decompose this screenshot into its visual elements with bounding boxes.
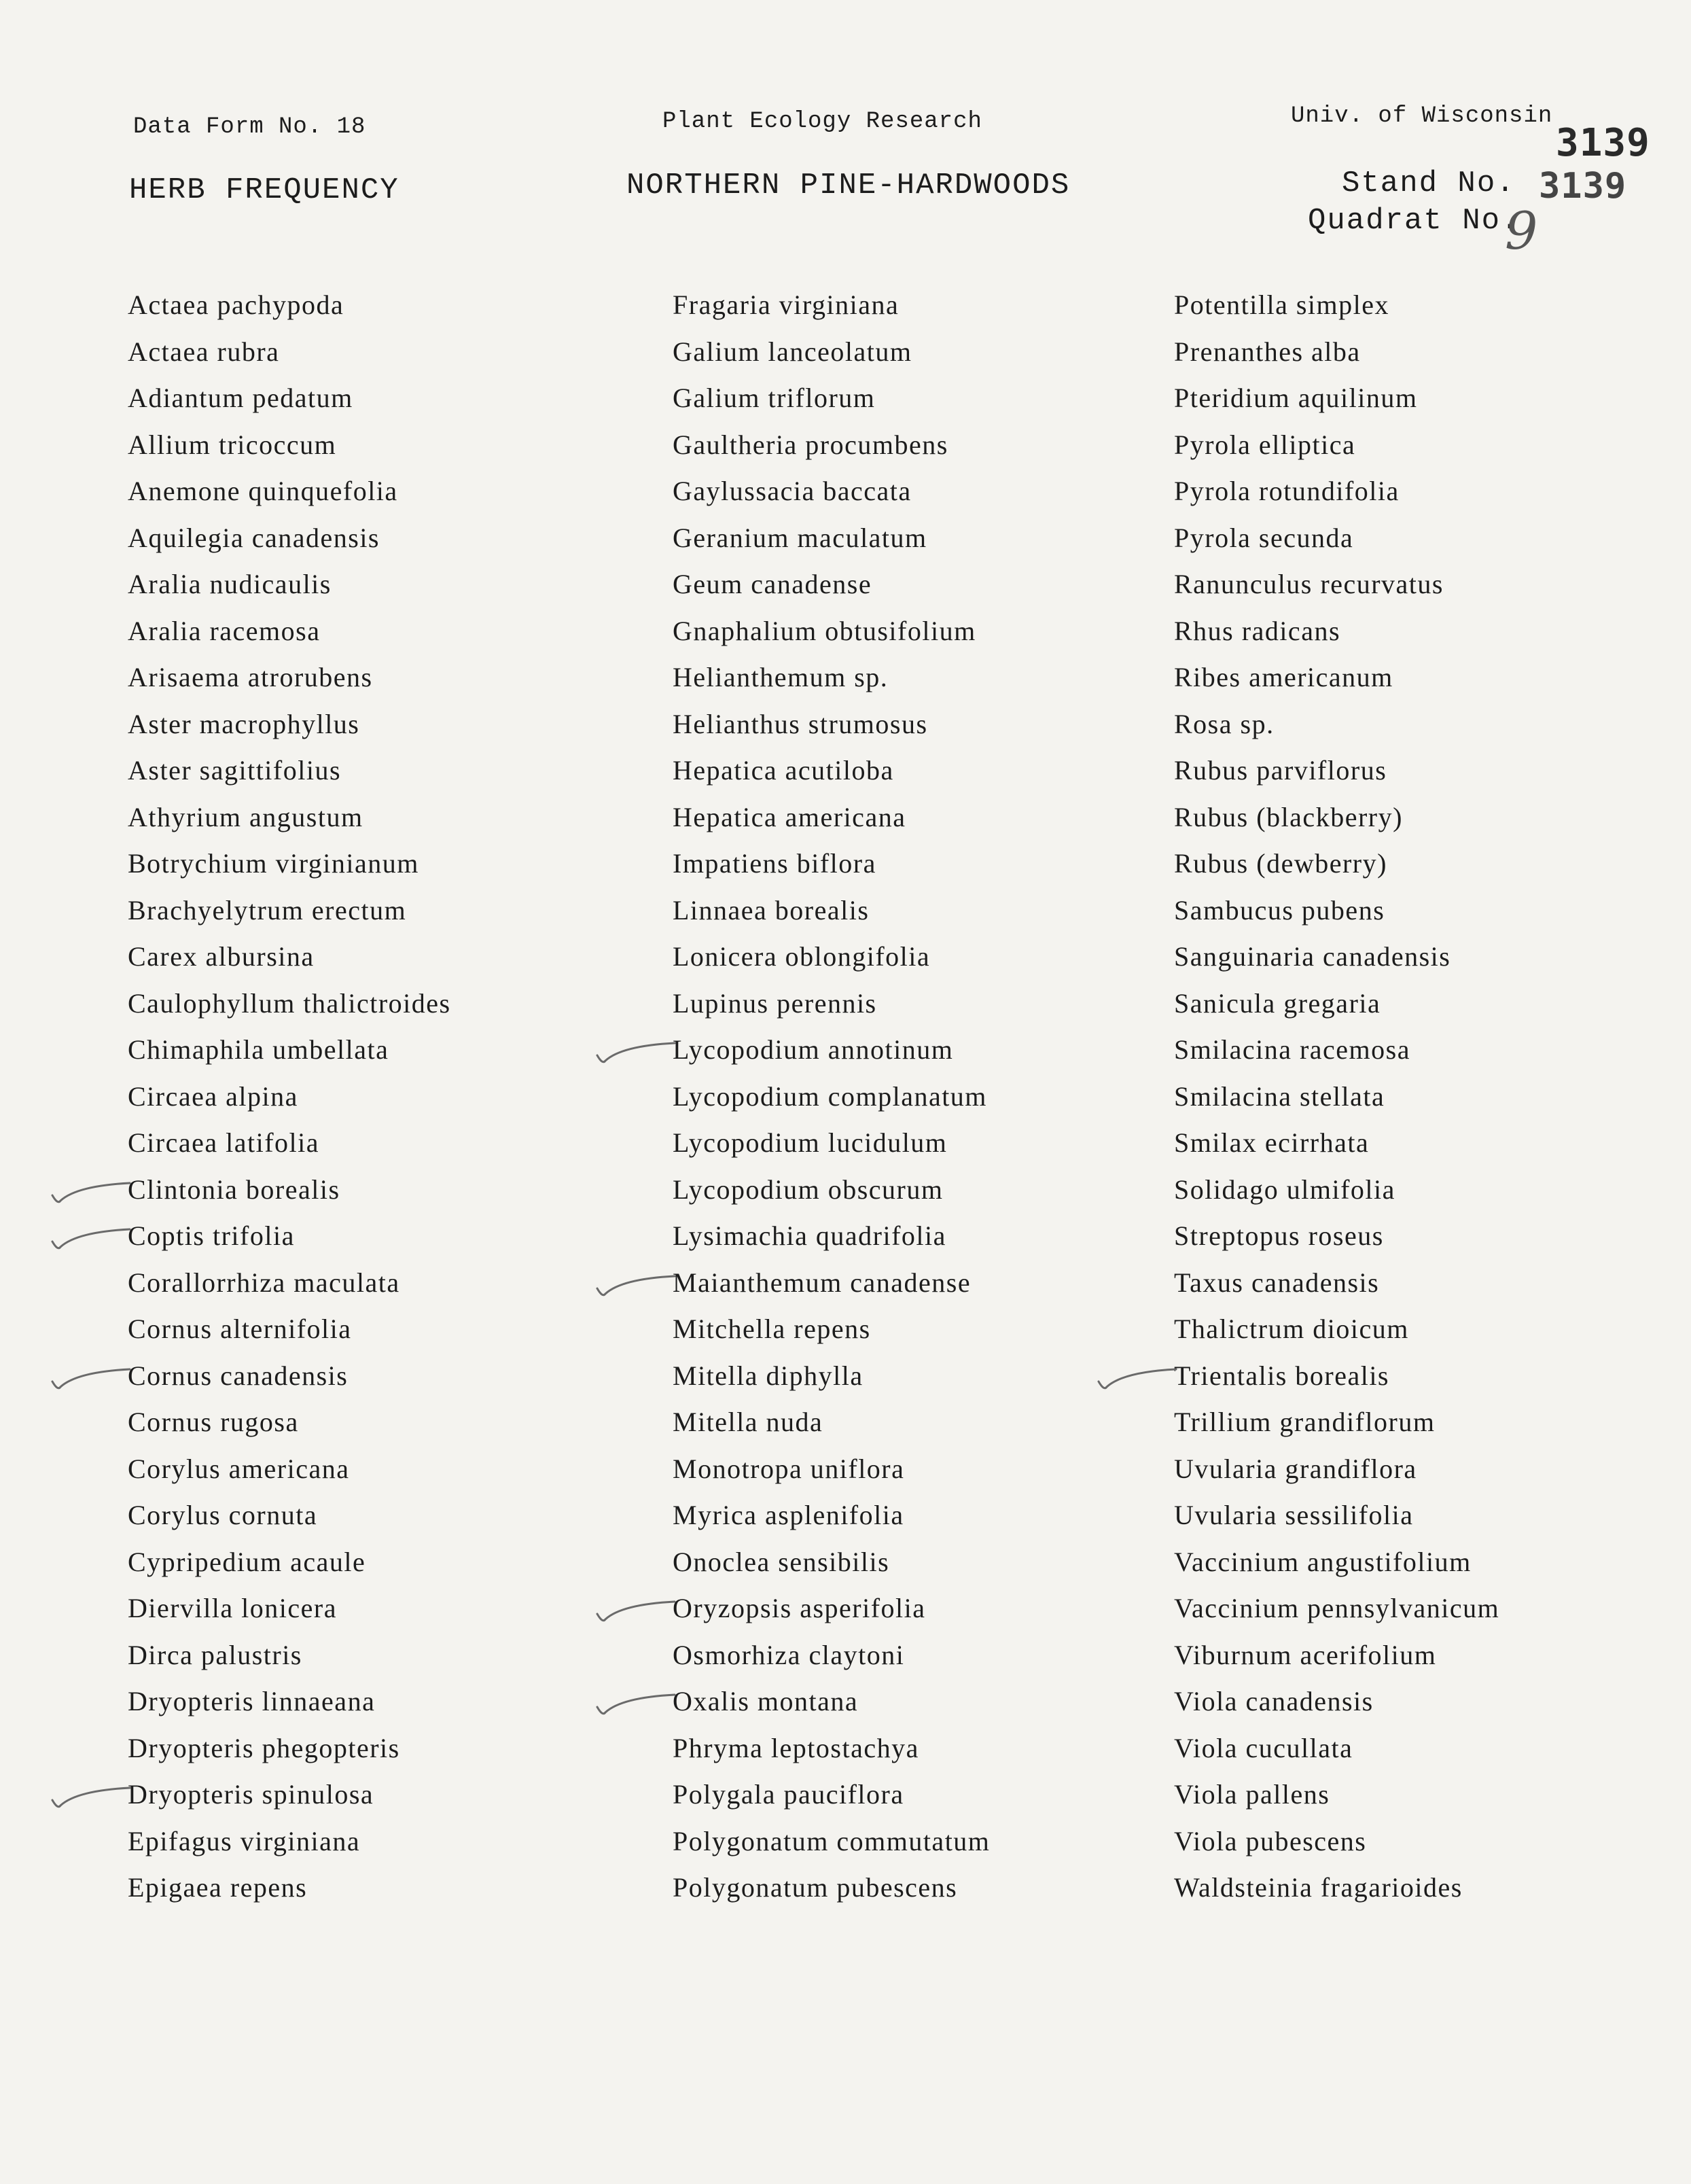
species-row [1174, 1353, 1499, 1400]
species-name: Geranium maculatum [673, 522, 927, 553]
species-name: Osmorhiza claytoni [673, 1639, 905, 1670]
species-name: Helianthus strumosus [673, 708, 928, 739]
species-row [128, 1632, 451, 1679]
species-row [128, 1213, 451, 1260]
species-row [128, 329, 451, 376]
check-mark-icon [594, 1034, 676, 1068]
species-name: Hepatica acutiloba [673, 755, 894, 786]
species-name: Coptis trifolia [128, 1220, 295, 1251]
species-name: Lycopodium lucidulum [673, 1127, 948, 1158]
species-name: Gaylussacia baccata [673, 476, 912, 506]
species-row [1174, 1027, 1499, 1074]
stand-number-stamp-top: 3139 [1556, 121, 1650, 165]
species-name: Oxalis montana [673, 1686, 859, 1716]
species-name: Potentilla simplex [1174, 289, 1389, 320]
species-row [128, 654, 451, 701]
species-name: Mitchella repens [673, 1314, 871, 1344]
species-row [128, 1585, 451, 1632]
species-row [1174, 654, 1499, 701]
species-name: Pteridium aquilinum [1174, 383, 1418, 413]
species-row [673, 1260, 990, 1307]
species-name: Clintonia borealis [128, 1174, 340, 1205]
species-name: Myrica asplenifolia [673, 1500, 904, 1530]
species-name: Linnaea borealis [673, 894, 870, 926]
species-name: Thalictrum dioicum [1174, 1314, 1409, 1344]
species-name: Adiantum pedatum [128, 383, 353, 413]
species-name: Corylus americana [128, 1453, 350, 1484]
species-name: Lupinus perennis [673, 987, 877, 1019]
species-row [128, 1492, 451, 1539]
species-name: Viola pubescens [1174, 1825, 1367, 1856]
species-row [128, 608, 451, 655]
form-title: HERB FREQUENCY [129, 173, 399, 207]
species-row [673, 1120, 990, 1167]
species-name: Brachyelytrum erectum [128, 894, 407, 926]
species-name: Actaea rubra [128, 336, 280, 367]
species-column-1 [128, 282, 451, 1912]
species-name: Diervilla lonicera [128, 1593, 337, 1623]
species-name: Mitella nuda [673, 1407, 823, 1437]
species-name: Oryzopsis asperifolia [673, 1593, 926, 1623]
species-row [128, 1306, 451, 1353]
species-row [128, 1865, 451, 1912]
species-row [1174, 1492, 1499, 1539]
species-row [1174, 468, 1499, 515]
species-name: Botrychium virginianum [128, 848, 419, 879]
species-name: Waldsteinia fragarioides [1174, 1872, 1463, 1903]
species-name: Viola pallens [1174, 1779, 1330, 1810]
check-mark-icon [50, 1360, 131, 1394]
species-row [673, 654, 990, 701]
species-name: Trillium grandiflorum [1174, 1407, 1436, 1437]
species-name: Corylus cornuta [128, 1500, 318, 1530]
species-row [673, 1027, 990, 1074]
species-name: Aster macrophyllus [128, 708, 360, 739]
species-name: Anemone quinquefolia [128, 476, 398, 506]
species-name: Cypripedium acaule [128, 1546, 366, 1577]
species-row [128, 375, 451, 422]
species-name: Streptopus roseus [1174, 1220, 1384, 1251]
species-row [1174, 1074, 1499, 1121]
species-name: Cornus alternifolia [128, 1314, 352, 1344]
species-name: Solidago ulmifolia [1174, 1174, 1395, 1205]
species-row [673, 1306, 990, 1353]
check-mark-icon [594, 1592, 676, 1626]
species-name: Athyrium angustum [128, 801, 363, 832]
species-name: Aralia nudicaulis [128, 569, 332, 599]
form-subtitle: NORTHERN PINE-HARDWOODS [626, 169, 1071, 202]
species-row [673, 981, 990, 1027]
species-row [673, 1353, 990, 1400]
species-name: Epigaea repens [128, 1872, 308, 1903]
species-row [128, 1027, 451, 1074]
species-row [673, 841, 990, 887]
check-mark-icon [50, 1778, 131, 1812]
species-name: Sambucus pubens [1174, 894, 1385, 926]
species-row [128, 934, 451, 981]
species-name: Arisaema atrorubens [128, 662, 373, 692]
species-name: Sanguinaria canadensis [1174, 941, 1451, 972]
species-row [673, 608, 990, 655]
species-row [1174, 422, 1499, 469]
species-row [673, 1818, 990, 1865]
species-row [128, 747, 451, 794]
check-mark-icon [594, 1267, 676, 1301]
species-name: Vaccinium angustifolium [1174, 1546, 1472, 1577]
species-row [128, 1539, 451, 1586]
species-name: Cornus rugosa [128, 1407, 299, 1437]
species-row [673, 515, 990, 562]
species-name: Prenanthes alba [1174, 336, 1361, 367]
species-name: Helianthemum sp. [673, 662, 889, 692]
species-row [1174, 1585, 1499, 1632]
species-row [673, 1446, 990, 1493]
species-row [1174, 1306, 1499, 1353]
species-row [1174, 1818, 1499, 1865]
species-row [1174, 1725, 1499, 1772]
species-row [128, 515, 451, 562]
organization: Plant Ecology Research [662, 109, 982, 135]
species-name: Viola canadensis [1174, 1686, 1374, 1716]
species-row [1174, 934, 1499, 981]
species-row [128, 794, 451, 841]
species-name: Dirca palustris [128, 1639, 302, 1670]
species-row [673, 1725, 990, 1772]
species-row [673, 701, 990, 748]
species-row [1174, 1865, 1499, 1912]
species-name: Pyrola elliptica [1174, 429, 1356, 460]
species-row [1174, 701, 1499, 748]
species-row [1174, 1446, 1499, 1493]
species-row [1174, 794, 1499, 841]
species-name: Polygonatum pubescens [673, 1872, 958, 1903]
species-row [673, 747, 990, 794]
species-name: Dryopteris linnaeana [128, 1686, 376, 1716]
species-name: Monotropa uniflora [673, 1453, 905, 1484]
university: Univ. of Wisconsin [1291, 103, 1553, 129]
species-row [673, 934, 990, 981]
species-name: Rubus (dewberry) [1174, 848, 1387, 879]
species-row [673, 422, 990, 469]
species-name: Rubus (blackberry) [1174, 801, 1403, 832]
species-name: Taxus canadensis [1174, 1267, 1380, 1298]
species-name: Circaea alpina [128, 1080, 298, 1112]
species-row [673, 1167, 990, 1214]
species-name: Uvularia sessilifolia [1174, 1500, 1414, 1530]
check-mark-icon [594, 1685, 676, 1719]
species-name: Corallorrhiza maculata [128, 1267, 400, 1298]
species-name: Carex albursina [128, 941, 315, 972]
species-row [128, 1725, 451, 1772]
species-name: Chimaphila umbellata [128, 1034, 389, 1065]
species-column-3 [1174, 282, 1499, 1912]
species-row [128, 1074, 451, 1121]
species-name: Cornus canadensis [128, 1360, 349, 1391]
species-row [128, 887, 451, 934]
species-row [1174, 887, 1499, 934]
species-row [1174, 1120, 1499, 1167]
species-row [1174, 1772, 1499, 1818]
species-name: Rubus parviflorus [1174, 755, 1387, 786]
species-row [673, 1539, 990, 1586]
species-name: Polygonatum commutatum [673, 1825, 991, 1856]
species-name: Smilacina stellata [1174, 1080, 1385, 1112]
check-mark-icon [1096, 1360, 1177, 1394]
species-name: Aralia racemosa [128, 615, 321, 646]
species-row [128, 1260, 451, 1307]
species-row [1174, 329, 1499, 376]
species-name: Mitella diphylla [673, 1360, 864, 1391]
species-row [128, 1353, 451, 1400]
species-name: Smilax ecirrhata [1174, 1127, 1370, 1158]
species-row [1174, 608, 1499, 655]
species-name: Vaccinium pennsylvanicum [1174, 1593, 1500, 1623]
species-row [1174, 841, 1499, 887]
species-name: Hepatica americana [673, 801, 906, 832]
check-mark-icon [50, 1174, 131, 1208]
species-name: Phryma leptostachya [673, 1732, 919, 1763]
species-name: Gnaphalium obtusifolium [673, 615, 976, 646]
species-name: Aquilegia canadensis [128, 522, 380, 553]
species-name: Dryopteris spinulosa [128, 1779, 374, 1810]
species-name: Pyrola secunda [1174, 522, 1354, 553]
species-row [128, 981, 451, 1027]
species-row [1174, 1678, 1499, 1725]
species-name: Ranunculus recurvatus [1174, 569, 1444, 599]
species-name: Lysimachia quadrifolia [673, 1220, 946, 1251]
species-row [128, 561, 451, 608]
species-row [673, 468, 990, 515]
species-name: Smilacina racemosa [1174, 1034, 1410, 1065]
species-name: Ribes americanum [1174, 662, 1393, 692]
species-row [673, 1632, 990, 1679]
species-row [673, 329, 990, 376]
species-name: Uvularia grandiflora [1174, 1453, 1417, 1484]
species-row [1174, 282, 1499, 329]
species-row [128, 1446, 451, 1493]
species-name: Viburnum acerifolium [1174, 1639, 1437, 1670]
form-number: Data Form No. 18 [133, 114, 366, 140]
species-row [1174, 981, 1499, 1027]
species-name: Fragaria virginiana [673, 289, 900, 320]
species-name: Allium tricoccum [128, 429, 337, 460]
species-name: Lonicera oblongifolia [673, 941, 931, 972]
species-row [1174, 1213, 1499, 1260]
species-name: Gaultheria procumbens [673, 429, 948, 460]
stand-number-stamp: 3139 [1539, 166, 1627, 207]
species-column-2 [673, 282, 990, 1912]
species-name: Epifagus virginiana [128, 1825, 361, 1856]
species-name: Impatiens biflora [673, 848, 876, 879]
species-row [128, 422, 451, 469]
species-row [128, 468, 451, 515]
species-row [1174, 515, 1499, 562]
species-row [673, 1585, 990, 1632]
species-name: Actaea pachypoda [128, 289, 344, 320]
species-name: Caulophyllum thalictroides [128, 987, 451, 1019]
check-mark-icon [50, 1220, 131, 1254]
species-row [673, 1772, 990, 1818]
species-name: Trientalis borealis [1174, 1360, 1389, 1391]
species-name: Circaea latifolia [128, 1127, 320, 1158]
species-name: Dryopteris phegopteris [128, 1732, 400, 1763]
species-row [128, 841, 451, 887]
species-name: Pyrola rotundifolia [1174, 476, 1400, 506]
species-row [1174, 1260, 1499, 1307]
species-row [673, 282, 990, 329]
species-row [128, 1167, 451, 1214]
species-row [128, 1678, 451, 1725]
species-row [673, 794, 990, 841]
species-row [1174, 375, 1499, 422]
species-row [673, 561, 990, 608]
species-name: Lycopodium annotinum [673, 1034, 954, 1065]
species-name: Onoclea sensibilis [673, 1546, 890, 1577]
species-row [1174, 1539, 1499, 1586]
species-name: Viola cucullata [1174, 1732, 1353, 1763]
species-row [128, 1399, 451, 1446]
species-row [673, 887, 990, 934]
species-name: Galium triflorum [673, 383, 876, 413]
species-row [128, 701, 451, 748]
species-name: Aster sagittifolius [128, 755, 342, 786]
quadrat-number-handwritten: 9 [1505, 200, 1539, 261]
species-row [128, 1818, 451, 1865]
species-name: Polygala pauciflora [673, 1779, 904, 1810]
species-name: Galium lanceolatum [673, 336, 912, 367]
species-row [1174, 1167, 1499, 1214]
species-name: Rosa sp. [1174, 708, 1275, 739]
species-name: Geum canadense [673, 569, 872, 599]
species-name: Maianthemum canadense [673, 1267, 972, 1298]
species-name: Lycopodium complanatum [673, 1080, 987, 1112]
species-row [1174, 1632, 1499, 1679]
species-row [673, 1213, 990, 1260]
species-row [1174, 1399, 1499, 1446]
species-row [1174, 747, 1499, 794]
species-row [128, 282, 451, 329]
species-name: Lycopodium obscurum [673, 1174, 944, 1205]
species-row [128, 1120, 451, 1167]
species-row [673, 1399, 990, 1446]
species-name: Rhus radicans [1174, 615, 1341, 646]
species-row [673, 1865, 990, 1912]
quadrat-label: Quadrat No. [1308, 204, 1520, 238]
species-row [673, 1678, 990, 1725]
species-row [1174, 561, 1499, 608]
species-row [673, 1492, 990, 1539]
stand-label: Stand No. [1342, 166, 1516, 200]
species-row [673, 1074, 990, 1121]
species-row [128, 1772, 451, 1818]
species-row [673, 375, 990, 422]
species-name: Sanicula gregaria [1174, 987, 1381, 1019]
